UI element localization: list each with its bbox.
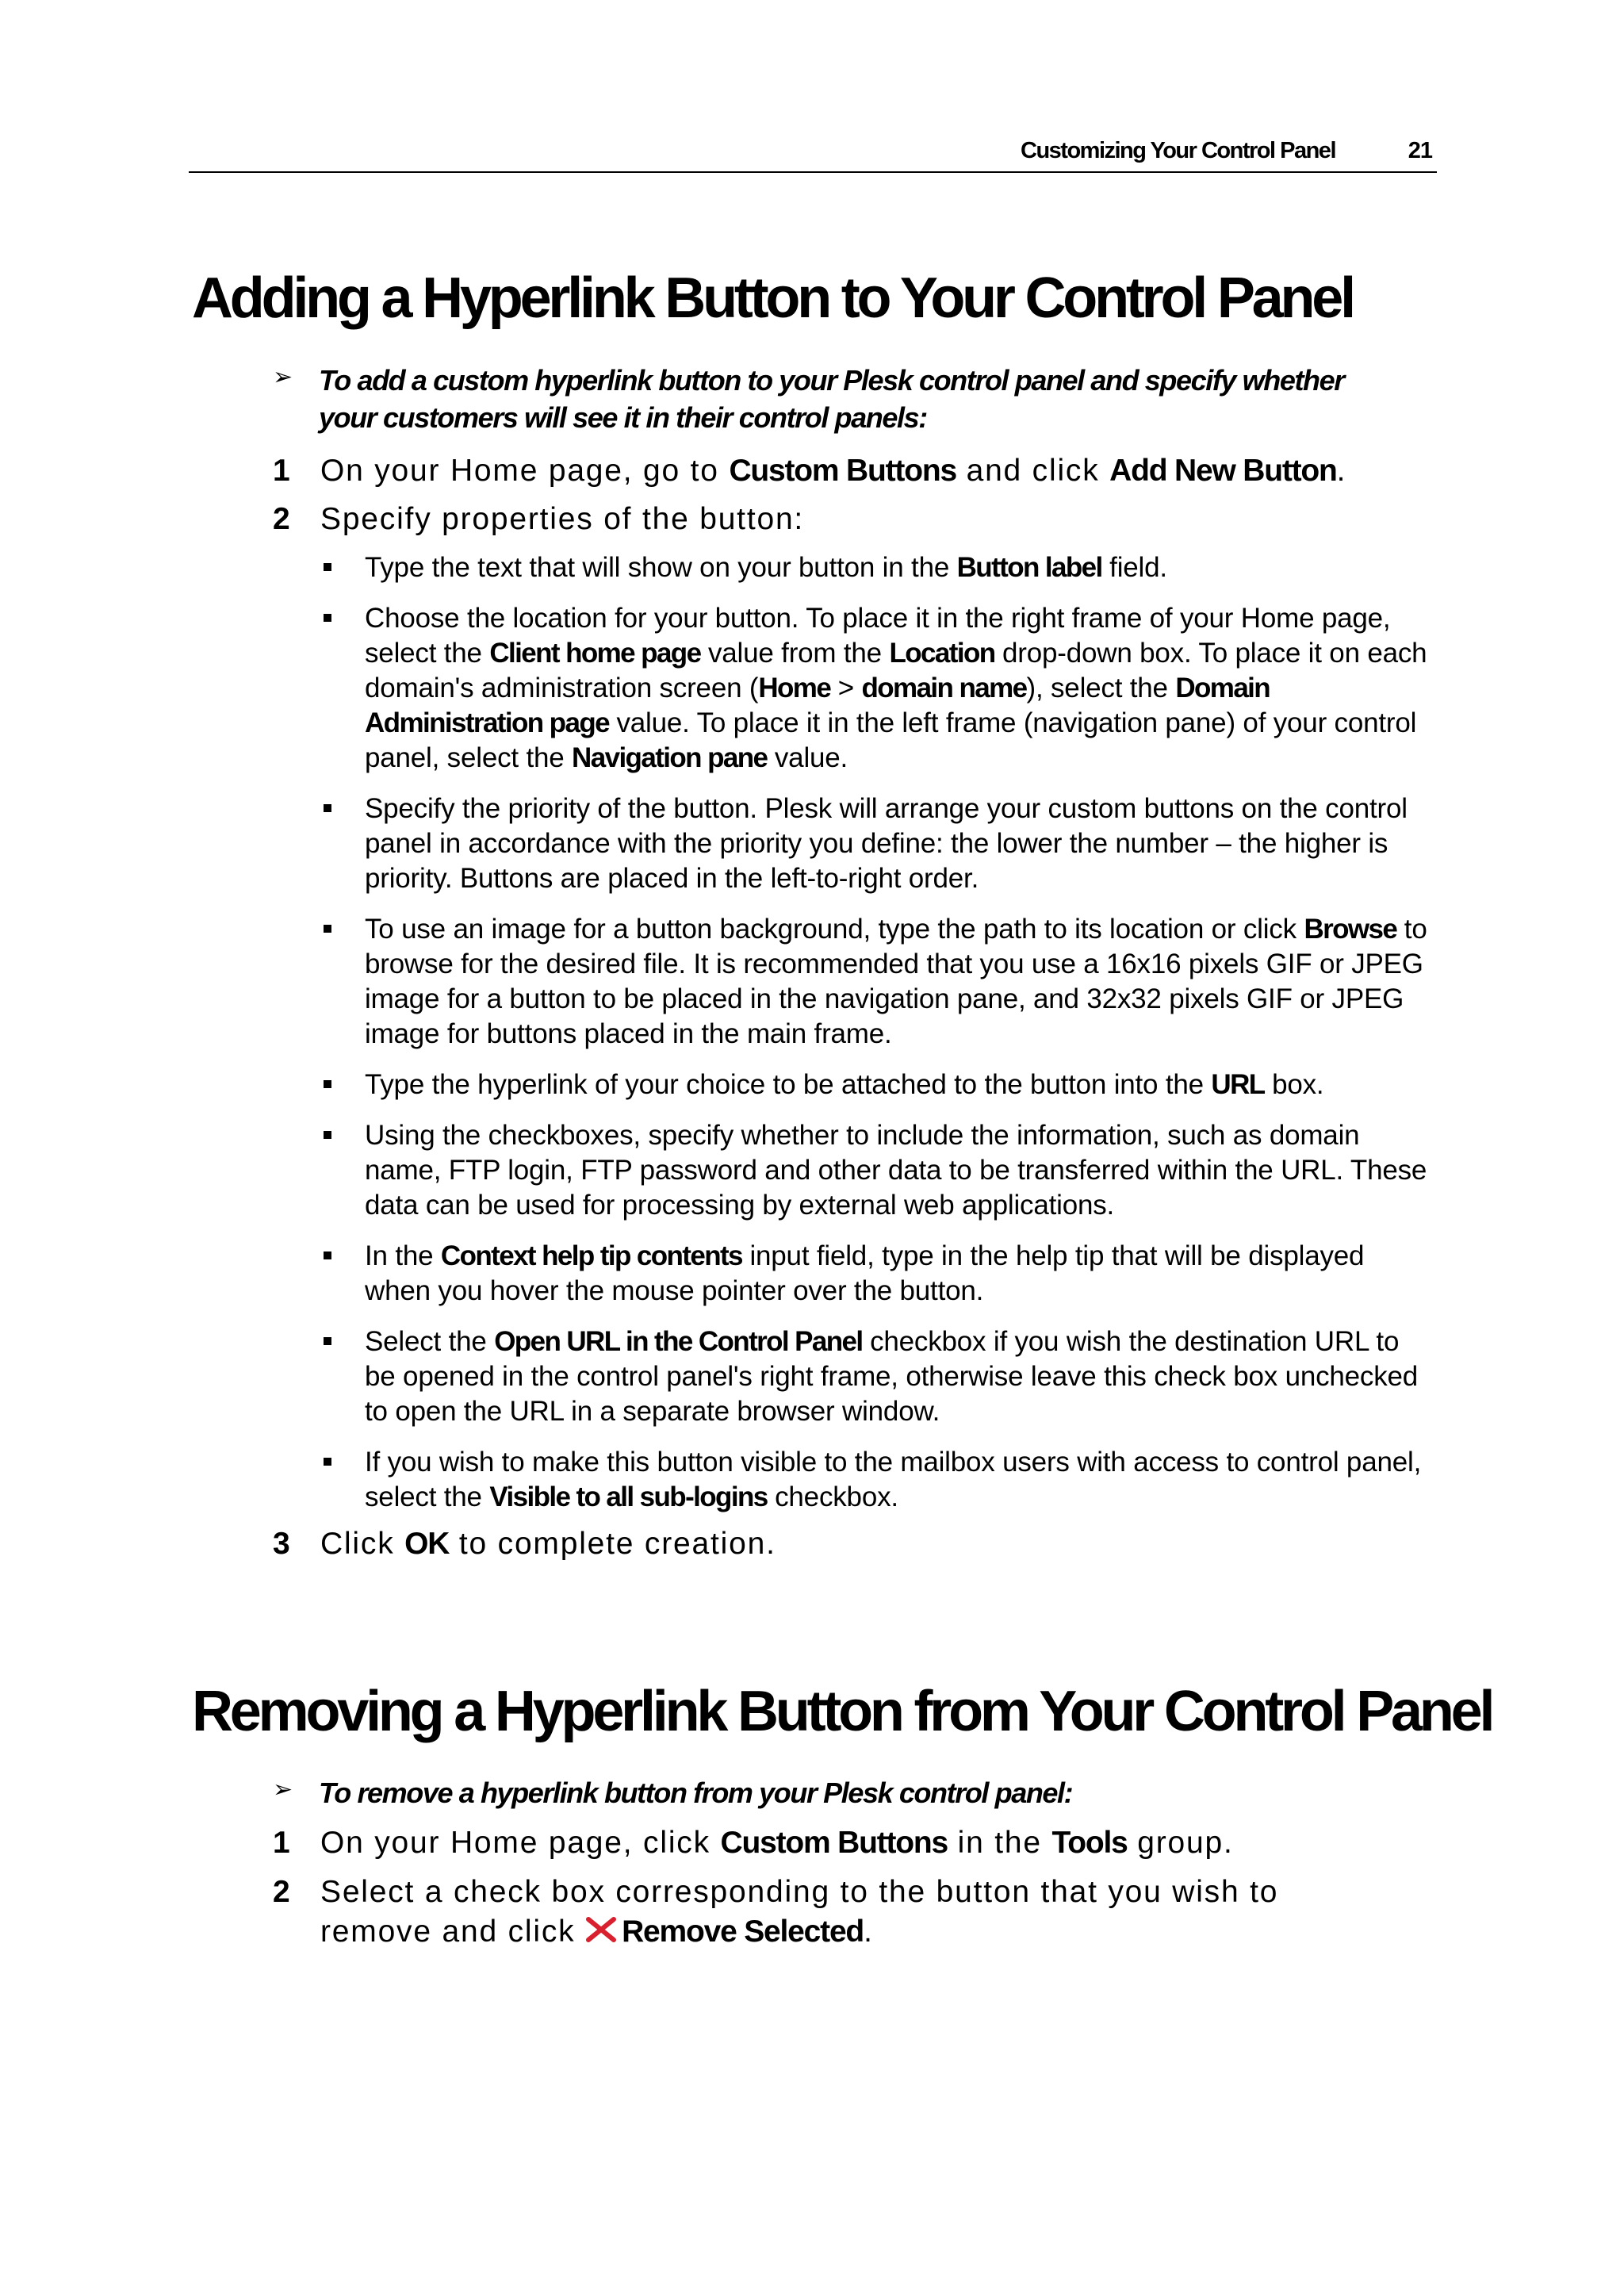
ui-ref-custom-buttons: Custom Buttons <box>729 454 956 488</box>
ui-ref-tools: Tools <box>1051 1826 1128 1860</box>
red-x-icon <box>585 1916 617 1943</box>
bullet-button-label: Type the text that will show on your button in the Button label field. <box>324 550 1434 585</box>
bullet-square-icon <box>324 1080 331 1088</box>
bullet-square-icon <box>324 1458 331 1466</box>
bullet-visible-sublogins: If you wish to make this button visible to the mailbox users with access to control panel, select the Visible to all sub-logins checkbox. <box>324 1445 1434 1515</box>
procedure-intro-removing: ➢ To remove a hyperlink button from your Plesk control panel: <box>273 1776 1073 1809</box>
running-header-title: Customizing Your Control Panel <box>1021 138 1335 163</box>
step-number: 1 <box>273 1826 290 1860</box>
running-header <box>189 133 1437 173</box>
ui-ref-ok: OK <box>404 1527 450 1561</box>
procedure-intro-line1: To add a custom hyperlink button to your Plesk control panel and specify whether <box>319 364 1344 397</box>
section-heading-removing: Removing a Hyperlink Button from Your Control Panel <box>192 1680 1492 1743</box>
bullet-checkboxes: Using the checkboxes, specify whether to include the information, such as domain name, FTP login, FTP password and other data to be transferred within the URL. These data can be used for processing by external web applications. <box>324 1118 1434 1223</box>
bullet-url: Type the hyperlink of your choice to be attached to the button into the URL box. <box>324 1068 1434 1102</box>
arrow-right-icon: ➢ <box>273 363 293 391</box>
step-1-removing: 1 On your Home page, click Custom Buttons in the Tools group. <box>273 1823 1431 1863</box>
bullet-open-url: Select the Open URL in the Control Panel checkbox if you wish the destination URL to be opened in the control panel's right frame, otherwise leave this check box unchecked to open the URL in a separate browser window. <box>324 1324 1434 1429</box>
procedure-intro-adding <box>273 362 1431 436</box>
bullet-location: Choose the location for your button. To place it in the right frame of your Home page, select the Client home page value from the Location drop-down box. To place it on each domain's administration screen (Home > domain name), select the Domain Administration page value. To place it in the left frame (navigation pane) of your control panel, select the Navigation pane value. <box>324 601 1434 776</box>
step-number: 1 <box>273 454 290 488</box>
bullet-square-icon <box>324 1131 331 1139</box>
page-number: 21 <box>1408 138 1432 163</box>
arrow-right-icon: ➢ <box>273 1776 293 1803</box>
step-2-removing: 2 Select a check box corresponding to the button that you wish to remove and click Remove Selected. <box>273 1872 1431 1952</box>
step-1-adding: 1 On your Home page, go to Custom Buttons and click Add New Button. <box>273 451 1431 491</box>
section-heading-adding: Adding a Hyperlink Button to Your Control Panel <box>192 266 1353 330</box>
bullet-image: To use an image for a button background, type the path to its location or click Browse to browse for the desired file. It is recommended that you use a 16x16 pixels GIF or JPEG image for a button to be placed in the navigation pane, and 32x32 pixels GIF or JPEG image for buttons placed in the main frame. <box>324 912 1434 1052</box>
procedure-intro-line2: your customers will see it in their control panels: <box>319 401 927 434</box>
ui-ref-add-new-button: Add New Button <box>1109 454 1337 488</box>
bullet-square-icon <box>324 1337 331 1345</box>
bullet-context-help: In the Context help tip contents input field, type in the help tip that will be displayed when you hover the mouse pointer over the button. <box>324 1239 1434 1309</box>
bullet-square-icon <box>324 1251 331 1259</box>
bullet-square-icon <box>324 614 331 622</box>
step-number: 2 <box>273 1875 290 1909</box>
bullet-square-icon <box>324 804 331 812</box>
ui-ref-remove-selected: Remove Selected <box>622 1915 864 1949</box>
step-2-adding: 2 Specify properties of the button: <box>273 500 1431 539</box>
ui-ref-custom-buttons: Custom Buttons <box>720 1826 948 1860</box>
bullet-priority: Specify the priority of the button. Plesk will arrange your custom buttons on the control panel in accordance with the priority you define: the lower the number – the higher is priority. Buttons are placed in the left-to-right order. <box>324 792 1434 896</box>
step-number: 3 <box>273 1527 290 1561</box>
bullet-square-icon <box>324 563 331 571</box>
step-3-adding: 3 Click OK to complete creation. <box>273 1524 1431 1564</box>
step-number: 2 <box>273 502 290 536</box>
bullet-square-icon <box>324 925 331 933</box>
